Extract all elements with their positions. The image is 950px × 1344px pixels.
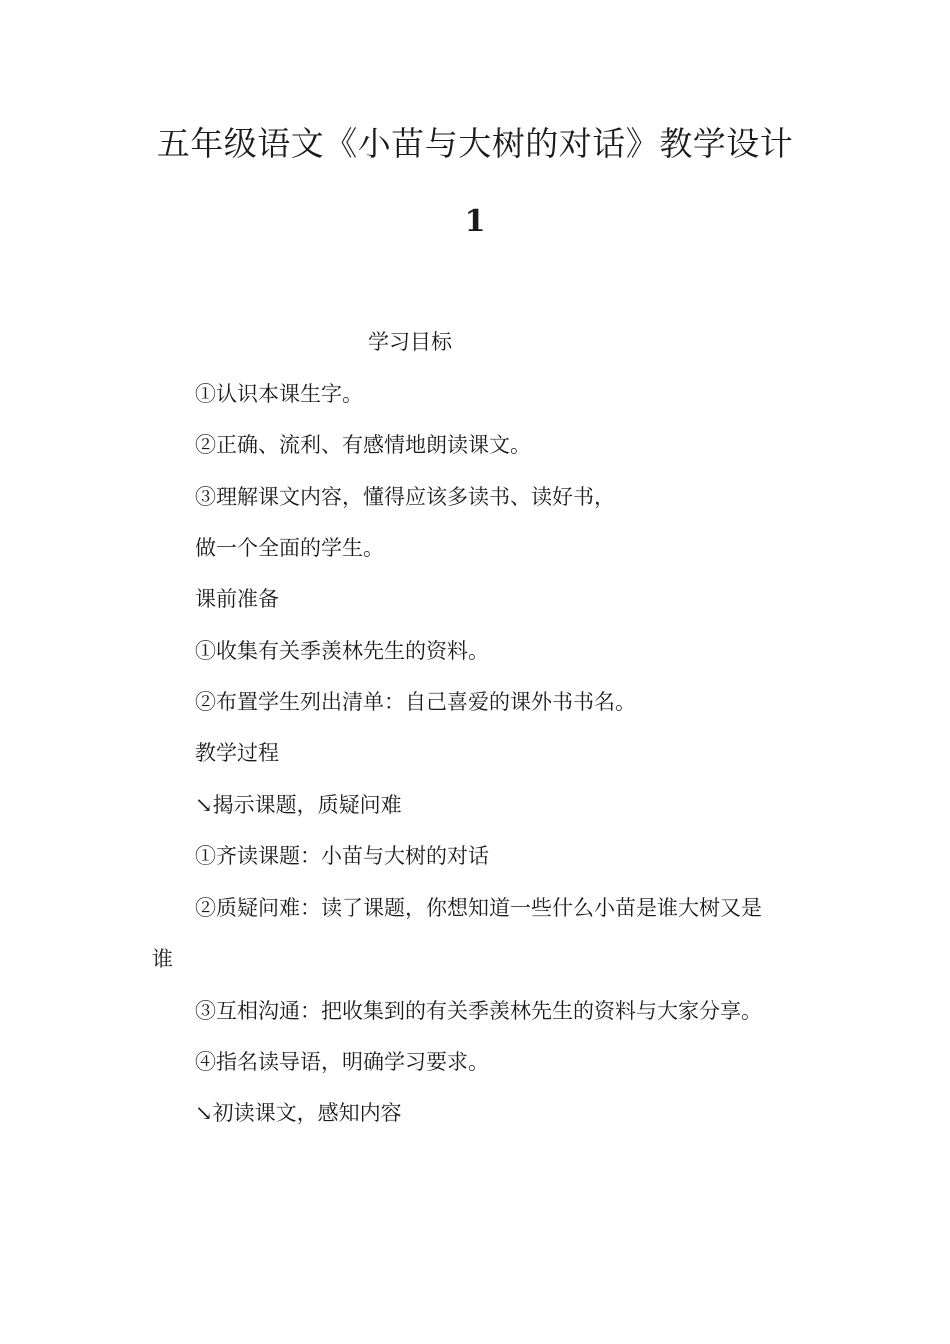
paragraph-line: 谁 (152, 947, 173, 971)
paragraph-line: ↘揭示课题，质疑问难 (195, 793, 402, 817)
paragraph-line: ↘初读课文，感知内容 (195, 1101, 402, 1125)
paragraph-line: ④指名读导语，明确学习要求。 (195, 1050, 489, 1074)
paragraph-line: ①认识本课生字。 (195, 382, 363, 406)
paragraph-line: ②正确、流利、有感情地朗读课文。 (195, 433, 531, 457)
section-heading-learning-goals: 学习目标 (368, 330, 452, 354)
paragraph-line: 做一个全面的学生。 (195, 536, 384, 560)
section-heading-teaching-process: 教学过程 (195, 741, 279, 765)
paragraph-line: ②布置学生列出清单：自己喜爱的课外书书名。 (195, 690, 636, 714)
paragraph-line: ①齐读课题：小苗与大树的对话 (195, 844, 489, 868)
paragraph-line: ③互相沟通：把收集到的有关季羡林先生的资料与大家分享。 (195, 999, 762, 1023)
paragraph-line: ②质疑问难：读了课题，你想知道一些什么小苗是谁大树又是 (195, 896, 762, 920)
paragraph-line: ③理解课文内容，懂得应该多读书、读好书， (195, 485, 615, 509)
document-title-number: 1 (464, 204, 486, 239)
document-title: 五年级语文《小苗与大树的对话》教学设计 (156, 124, 794, 163)
paragraph-line: ①收集有关季羡林先生的资料。 (195, 639, 489, 663)
section-heading-preparation: 课前准备 (195, 587, 279, 611)
